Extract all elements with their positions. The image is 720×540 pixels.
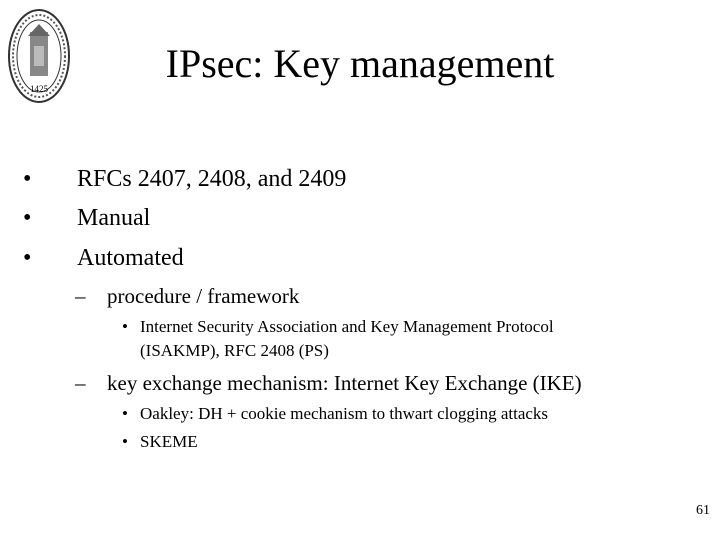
bullet-marker: • bbox=[23, 205, 32, 231]
bullet-marker: • bbox=[23, 245, 32, 271]
page-number: 61 bbox=[696, 503, 710, 518]
sub-sub-bullet-marker: • bbox=[122, 317, 128, 336]
seal-year: 1425 bbox=[30, 84, 48, 94]
bullet-marker: • bbox=[23, 166, 32, 192]
sub-sub-bullet-marker: • bbox=[122, 432, 128, 451]
isakmp-line-2: (ISAKMP), RFC 2408 (PS) bbox=[140, 341, 329, 360]
sub-bullet-marker: – bbox=[75, 284, 86, 308]
bullet-manual: Manual bbox=[77, 205, 151, 231]
bullet-automated: Automated bbox=[77, 245, 184, 271]
sub-bullet-marker: – bbox=[75, 371, 86, 395]
sub-bullet-key-exchange: key exchange mechanism: Internet Key Exchange (IKE) bbox=[107, 371, 582, 395]
bullet-rfcs: RFCs 2407, 2408, and 2409 bbox=[77, 166, 347, 192]
sub-bullet-procedure: procedure / framework bbox=[107, 284, 300, 308]
oakley-item: Oakley: DH + cookie mechanism to thwart clogging attacks bbox=[140, 404, 549, 423]
isakmp-line-1: Internet Security Association and Key Management Protocol bbox=[140, 317, 554, 336]
sub-sub-bullet-marker: • bbox=[122, 404, 128, 423]
skeme-item: SKEME bbox=[140, 432, 198, 451]
slide-title: IPsec: Key management bbox=[165, 41, 555, 86]
